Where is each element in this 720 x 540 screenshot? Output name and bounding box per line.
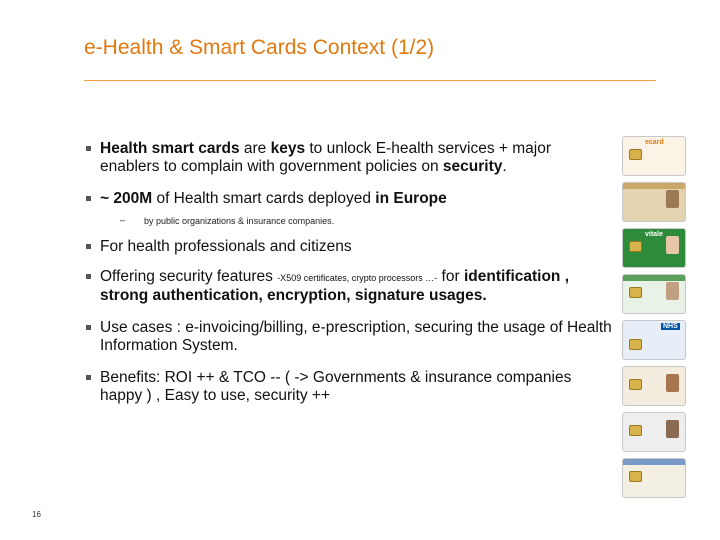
page-number: 16: [32, 510, 41, 519]
bullet-marker: [86, 274, 91, 279]
chip-icon: [629, 241, 642, 252]
card-photo: [666, 190, 679, 208]
health-card-image: [622, 228, 686, 268]
bullet-item: [84, 140, 614, 176]
bullet-item: [84, 319, 614, 355]
card-stripe: [623, 275, 685, 281]
bullet-text: to unlock E-health services + major enablers to complain with government policies on: [100, 140, 552, 175]
card-logo-text: vitale: [645, 231, 663, 238]
sub-bullet-item: [84, 216, 614, 226]
bullet-marker: [86, 146, 91, 151]
health-card-images: [620, 136, 686, 504]
chip-icon: [629, 339, 642, 350]
bullet-text-bold: ~ 200M: [100, 190, 153, 207]
card-logo-text: NHS: [663, 323, 678, 330]
chip-icon: [629, 471, 642, 482]
bullet-text: of Health smart cards deployed: [152, 190, 376, 207]
chip-icon: [629, 425, 642, 436]
bullet-item: [84, 268, 614, 305]
bullet-item: [84, 238, 614, 256]
sub-bullet-text: by public organizations & insurance companies.: [144, 216, 335, 226]
health-card-image: [622, 320, 686, 360]
bullet-text: .: [502, 158, 507, 175]
card-stripe: [623, 459, 685, 465]
card-photo: [666, 236, 679, 254]
bullet-text-bold: Health smart cards: [100, 140, 240, 157]
health-card-image: [622, 136, 686, 176]
bullet-list: [84, 140, 614, 405]
bullet-item: [84, 369, 614, 405]
bullet-text: Use cases : e-invoicing/billing, e-prescription, securing the usage of Health Information System.: [100, 319, 612, 354]
bullet-text-bold: security: [442, 158, 503, 175]
card-logo-text: ecard: [645, 139, 664, 146]
bullet-item: [84, 190, 614, 208]
health-card-image: [622, 366, 686, 406]
sub-bullet-dash: –: [120, 215, 126, 225]
health-card-image: [622, 274, 686, 314]
bullet-text: for: [437, 268, 464, 285]
bullet-text-bold: keys: [270, 140, 306, 157]
health-card-image: [622, 412, 686, 452]
card-photo: [666, 282, 679, 300]
health-card-image: [622, 458, 686, 498]
card-photo: [666, 374, 679, 392]
title-underline: [84, 80, 656, 81]
chip-icon: [629, 379, 642, 390]
health-card-image: [622, 182, 686, 222]
bullet-marker: [86, 244, 91, 249]
card-photo: [666, 420, 679, 438]
card-stripe: [623, 183, 685, 189]
bullet-text-bold: identification , strong authentication, encryption, signature usages.: [100, 268, 570, 304]
bullet-text-small: -X509 certificates, crypto processors …-: [277, 273, 438, 283]
bullet-marker: [86, 375, 91, 380]
bullet-text: Offering security features: [100, 268, 278, 285]
bullet-text: For health professionals and citizens: [100, 238, 352, 255]
bullet-text: are: [239, 140, 271, 157]
bullet-text-bold: in Europe: [375, 190, 447, 207]
slide-title: e-Health & Smart Cards Context (1/2): [84, 36, 435, 59]
bullet-text: Benefits: ROI ++ & TCO -- ( -> Governments & insurance companies happy ) , Easy to use, security ++: [100, 369, 572, 404]
chip-icon: [629, 149, 642, 160]
chip-icon: [629, 287, 642, 298]
bullet-marker: [86, 325, 91, 330]
bullet-marker: [86, 196, 91, 201]
